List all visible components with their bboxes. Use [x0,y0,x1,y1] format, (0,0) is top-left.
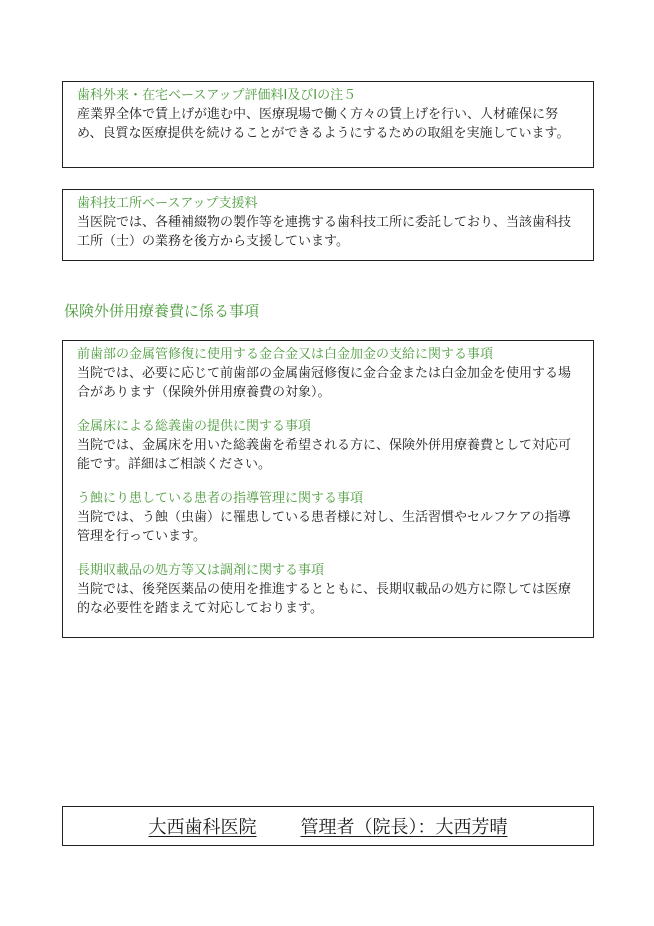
entry-heading: 金属床による総義歯の提供に関する事項 [77,419,312,434]
entry-heading: 歯科外来・在宅ベースアップ評価料Ⅰ及びⅠの注５ [77,88,357,103]
entry-body: 当院では、必要に応じて前歯部の金属歯冠修復に金合金または白金加金を使用する場合があります（保険外併用療養費の対象）。 [77,366,572,400]
entry-heading: う蝕にり患している患者の指導管理に関する事項 [77,491,364,506]
notice-entry [77,346,583,402]
entry-body: 当院では、金属床を用いた総義歯を希望される方に、保険外併用療養費として対応可能です。詳細はご相談ください。 [77,438,572,472]
entry-heading: 前歯部の金属管修復に使用する金合金又は白金加金の支給に関する事項 [77,347,494,362]
entry-heading: 歯科技工所ベースアップ支援料 [77,196,258,211]
notice-entry [77,87,583,143]
notice-entry [77,562,583,618]
notice-box-out-of-insurance [62,340,594,638]
footer-signature [62,806,594,846]
entry-heading: 長期収載品の処方等又は調剤に関する事項 [77,563,325,578]
clinic-name: 大西歯科医院 [148,817,257,838]
entry-body: 当院では、う蝕（虫歯）に罹患している患者様に対し、生活習慣やセルフケアの指導管理を行っています。 [77,510,571,544]
entry-body: 当医院では、各種補綴物の製作等を連携する歯科技工所に委託しており、当該歯科技工所（士）の業務を後方から支援しています。 [77,215,572,249]
entry-body: 産業界全体で賃上げが進む中、医療現場で働く方々の賃上げを行い、人材確保に努め、良質な医療提供を続けることができるようにするための取組を実施しています。 [77,107,570,141]
notice-entry [77,490,583,546]
section-title: 保険外併用療養費に係る事項 [64,302,260,320]
notice-entry [77,195,583,251]
notice-box-base-up-evaluation [62,81,594,168]
manager-name: 管理者（院長）：大西芳晴 [300,817,508,838]
notice-box-dental-lab-support [62,189,594,261]
notice-entry [77,418,583,474]
entry-body: 当院では、後発医薬品の使用を推進するとともに、長期収載品の処方に際しては医療的な必要性を踏まえて対応しております。 [77,582,572,616]
